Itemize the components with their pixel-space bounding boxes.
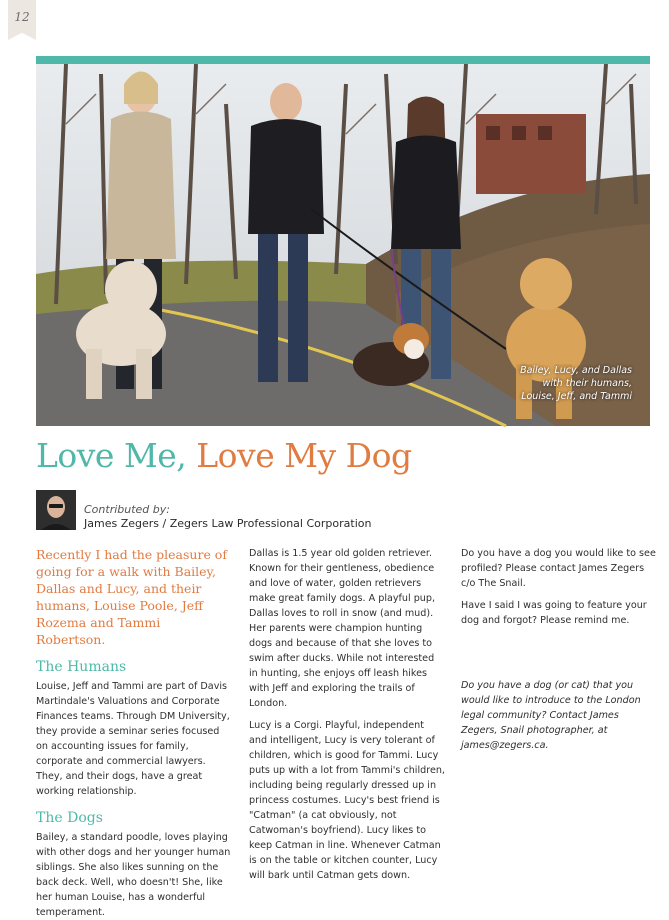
column-2 [249,546,445,890]
author-avatar [36,490,76,530]
header-accent-bar [36,56,650,64]
lead-paragraph: Recently I had the pleasure of going for a walk with Bailey, Dallas and Lucy, and their humans, Louise Poole, Jeff Rozema and Tammi Robertson. [36,547,227,647]
remind-paragraph: Have I said I was going to feature your dog and forgot? Please remind me. [461,600,647,626]
article-title [36,436,412,475]
contributed-by-label: Contributed by: [84,503,170,516]
column-3 [461,546,657,760]
dogs-paragraph: Bailey, a standard poodle, loves playing with other dogs and her younger human siblings. She also likes sunning on the back deck. Well, who doesn't! She, like her human Louise, has a wonderful temperament. [36,832,231,918]
section-heading-dogs: The Dogs [36,810,103,826]
page-number: 12 [14,10,30,24]
title-part-1: Love Me, [36,436,187,475]
dallas-paragraph: Dallas is 1.5 year old golden retriever. Known for their gentleness, obedience and love of water, golden retrievers make great family dogs. A playful pup, Dallas loves to roll in snow (and mud). Her parents were champion hunting dogs and because of that she loves to swim after ducks. While not interested in hunting, she enjoys off leash hikes with Jeff and exploring the trails of London. [249,548,436,709]
section-heading-humans: The Humans [36,659,127,675]
title-part-2: Love My Dog [196,436,412,475]
feature-photo [36,64,650,426]
lucy-paragraph: Lucy is a Corgi. Playful, independent and intelligent, Lucy is very tolerant of children, which is good for Tammi. Lucy puts up with a lot from Tammi's children, including being regularly dressed up in princess costumes. Lucy's best friend is "Catman" (a cat obviously, not Catwoman's boyfriend). Lucy likes to keep Catman in line. Whenever Catman is on the table or kitchen counter, Lucy will bark until Catman gets down. [249,720,445,881]
contributor-name: James Zegers / Zegers Law Professional Corporation [84,517,372,530]
caption-line: with their humans, [542,378,632,389]
closing-note: Do you have a dog (or cat) that you would like to introduce to the London legal community? Contact James Zegers, Snail photographer, at james@zegers.ca. [461,680,641,751]
contact-paragraph: Do you have a dog you would like to see profiled? Please contact James Zegers c/o The Snail. [461,548,656,589]
caption-line: Louise, Jeff, and Tammi [521,391,632,402]
photo-caption [520,364,632,403]
humans-paragraph: Louise, Jeff and Tammi are part of Davis Martindale's Valuations and Corporate Finances teams. Through DM University, they provide a seminar series focused on accounting issues for family, corporate and commercial lawyers. They, and their dogs, have a great working relationship. [36,681,230,797]
column-1 [36,546,232,918]
caption-line: Bailey, Lucy, and Dallas [520,365,632,376]
